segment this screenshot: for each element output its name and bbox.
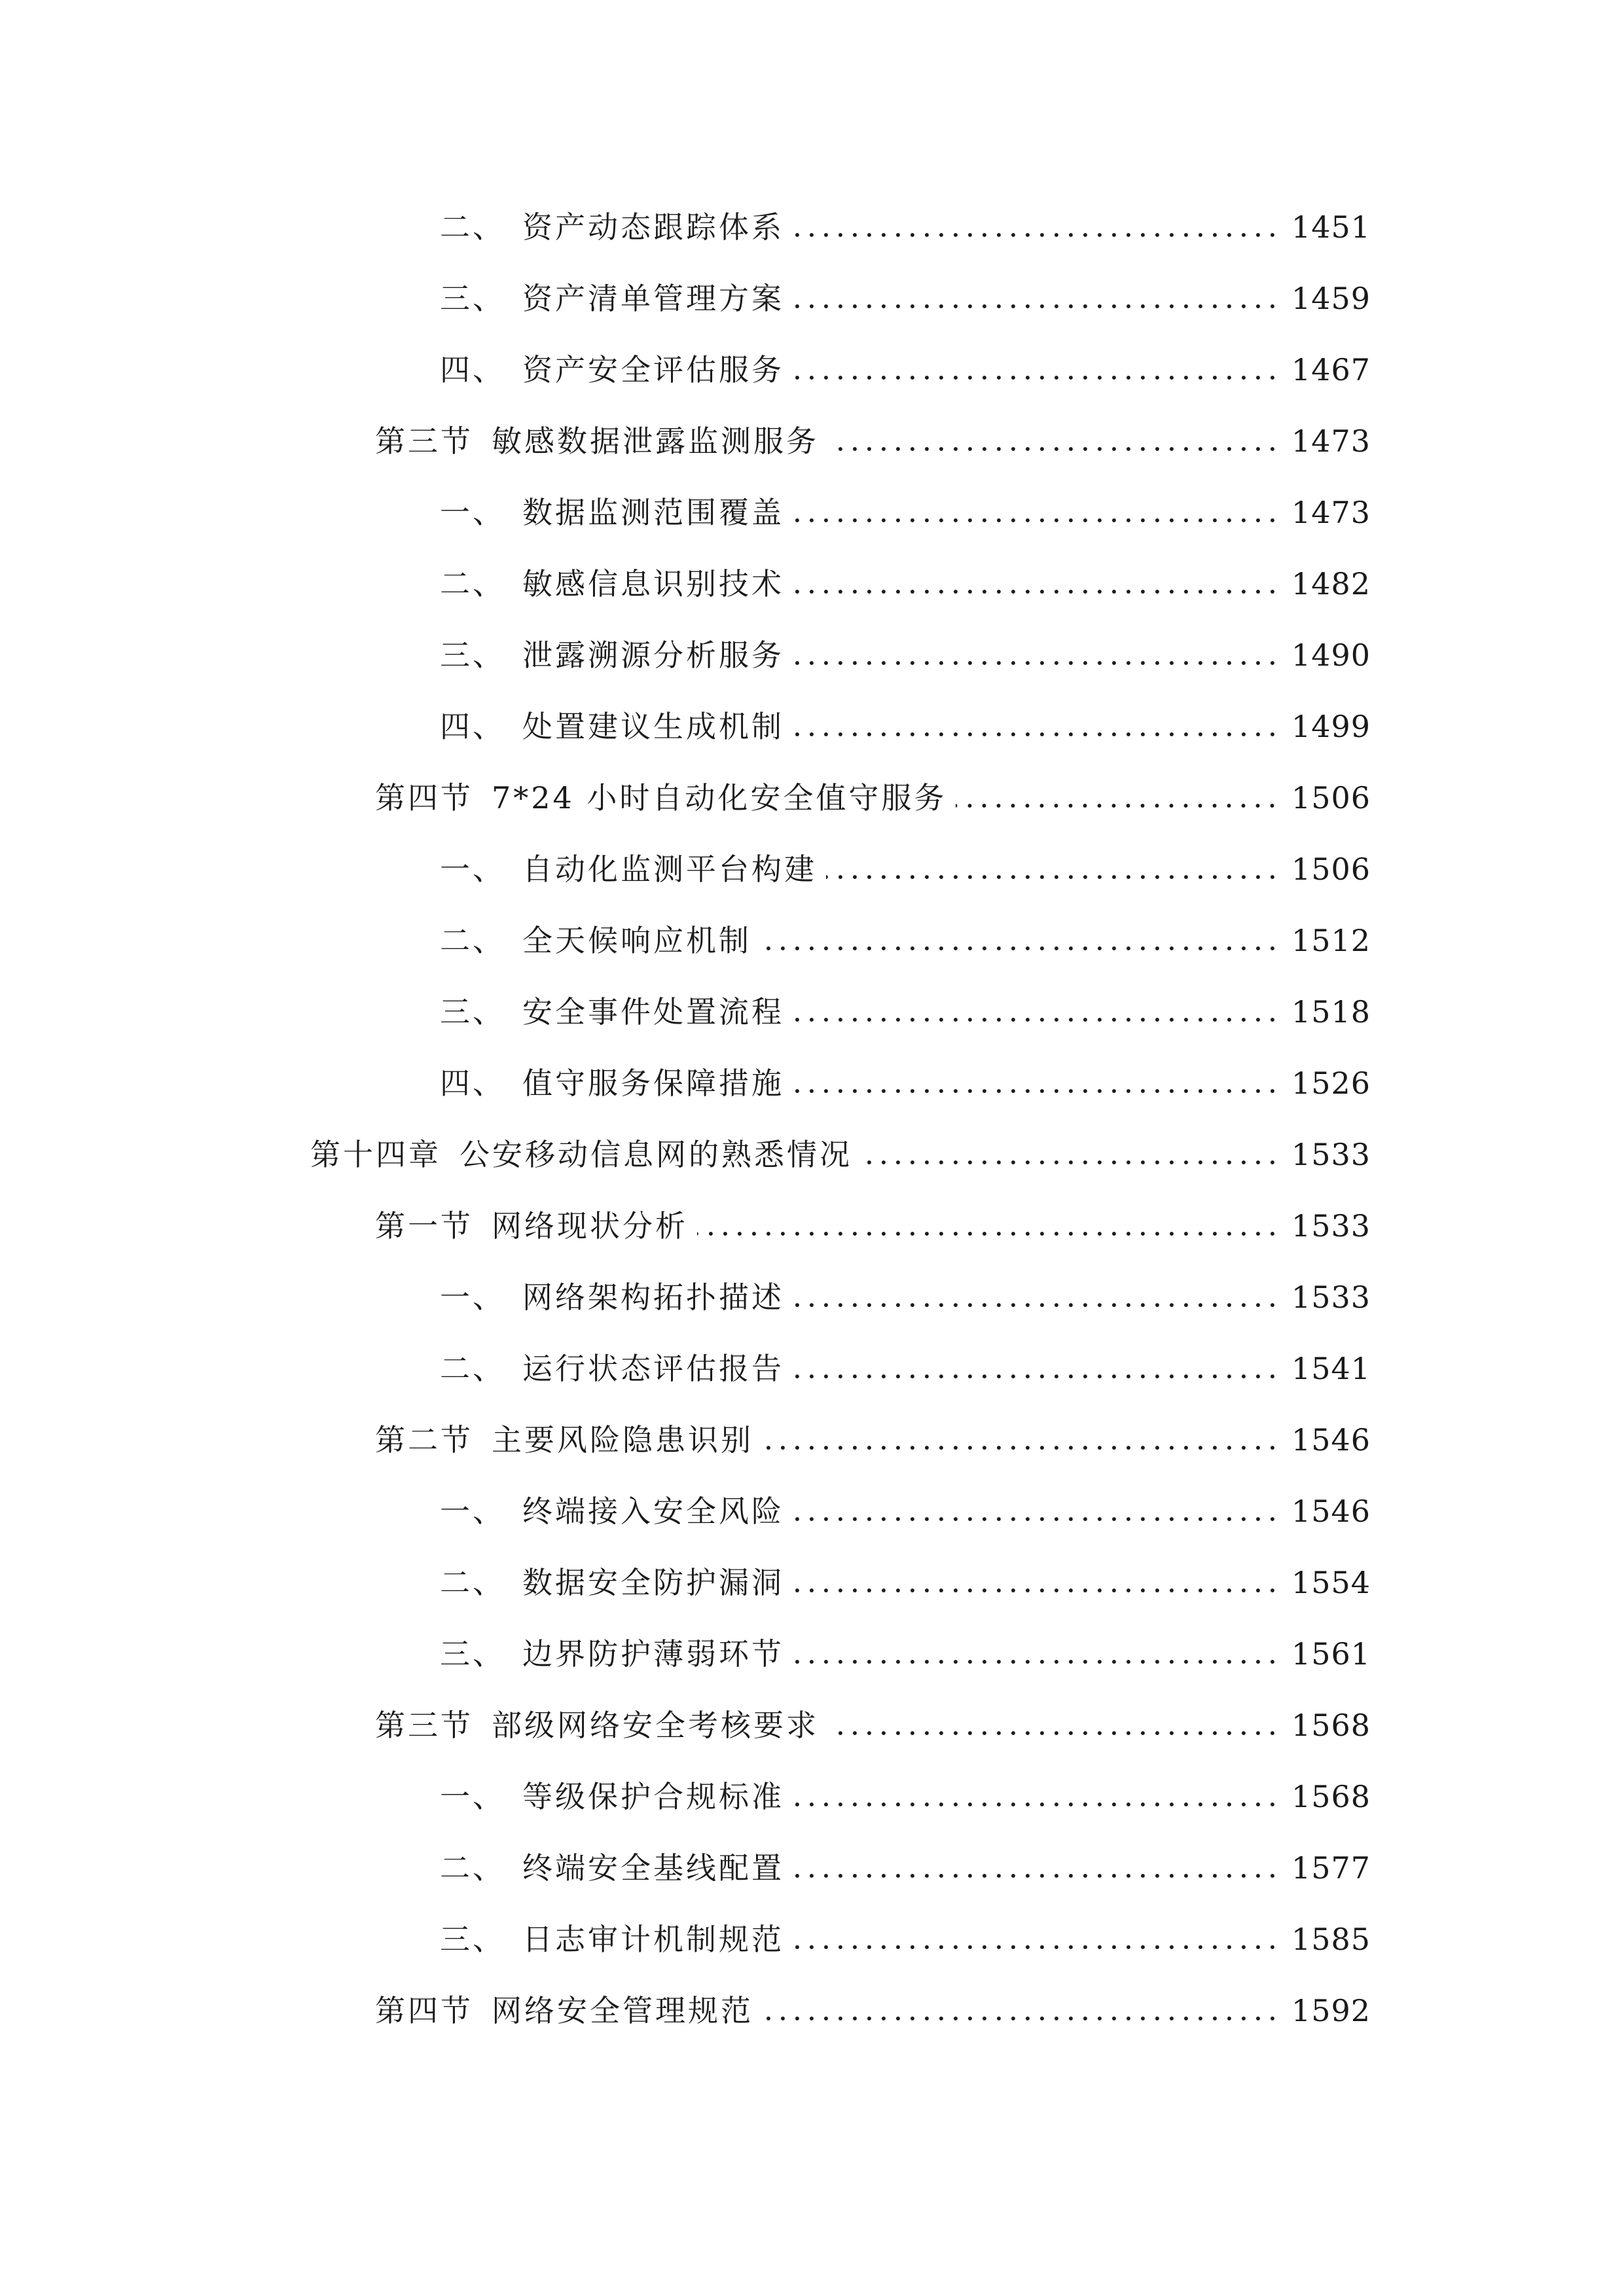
toc-entry[interactable] xyxy=(440,975,1371,1030)
toc-entry-number: 一、 xyxy=(440,495,505,530)
toc-entry-page: 1568 xyxy=(1291,1779,1371,1814)
toc-entry[interactable] xyxy=(440,1545,1371,1598)
toc-entry-number: 一、 xyxy=(440,1280,505,1315)
toc-entry-page: 1554 xyxy=(1291,1565,1371,1600)
toc-entry[interactable] xyxy=(375,1189,1371,1244)
dot-leader xyxy=(793,232,1280,238)
toc-entry-page: 1592 xyxy=(1291,1993,1371,2028)
toc-entry-page: 1568 xyxy=(1291,1708,1371,1743)
toc-entry-number: 第二节 xyxy=(375,1422,473,1458)
toc-entry-page: 1518 xyxy=(1291,994,1371,1030)
dot-leader xyxy=(956,802,1280,809)
dot-leader xyxy=(761,945,1280,952)
toc-entry-number: 二、 xyxy=(440,209,505,245)
toc-entry-number: 二、 xyxy=(440,566,505,601)
toc-entry-page: 1467 xyxy=(1291,352,1371,387)
toc-entry-page: 1490 xyxy=(1291,637,1371,673)
dot-leader xyxy=(793,731,1280,738)
dot-leader xyxy=(826,874,1280,880)
toc-entry[interactable] xyxy=(440,618,1371,673)
toc-entry-number: 第三节 xyxy=(375,1708,473,1743)
toc-entry-title: 全天候响应机制 xyxy=(522,923,751,958)
toc-entry-title: 数据监测范围覆盖 xyxy=(522,495,784,530)
toc-entry-number: 二、 xyxy=(440,1850,505,1886)
dot-leader xyxy=(793,660,1280,666)
toc-entry-title: 处置建议生成机制 xyxy=(522,709,784,744)
toc-entry-number: 四、 xyxy=(440,709,505,744)
toc-entry-page: 1541 xyxy=(1291,1351,1371,1386)
toc-entry-page: 1533 xyxy=(1291,1137,1371,1172)
toc-entry[interactable] xyxy=(440,475,1371,528)
dot-leader xyxy=(861,1159,1280,1166)
toc-entry[interactable] xyxy=(440,261,1371,314)
toc-entry-number: 第四节 xyxy=(375,1993,473,2028)
toc-entry-page: 1533 xyxy=(1291,1280,1371,1315)
toc-entry-title: 网络架构拓扑描述 xyxy=(522,1280,784,1315)
toc-entry-page: 1533 xyxy=(1291,1208,1371,1244)
toc-entry-number: 三、 xyxy=(440,1922,505,1957)
toc-entry-page: 1546 xyxy=(1291,1422,1371,1458)
toc-entry-title: 数据安全防护漏洞 xyxy=(522,1565,784,1600)
dot-leader xyxy=(793,1373,1280,1380)
toc-entry-title: 资产安全评估服务 xyxy=(522,352,784,387)
toc-entry-number: 三、 xyxy=(440,1636,505,1672)
toc-entry[interactable] xyxy=(440,1331,1371,1384)
toc-entry-title: 公安移动信息网的熟悉情况 xyxy=(460,1137,852,1172)
dot-leader xyxy=(793,303,1280,310)
toc-entry[interactable] xyxy=(440,1474,1371,1529)
toc-entry-page: 1512 xyxy=(1291,923,1371,958)
toc-entry-page: 1546 xyxy=(1291,1494,1371,1529)
toc-entry-title: 运行状态评估报告 xyxy=(522,1351,784,1386)
toc-entry-title: 等级保护合规标准 xyxy=(522,1779,784,1814)
toc-entry-title: 泄露溯源分析服务 xyxy=(522,637,784,673)
toc-entry-title: 网络安全管理规范 xyxy=(492,1993,753,2028)
toc-entry-number: 第四节 xyxy=(375,780,473,816)
toc-entry[interactable] xyxy=(310,1117,1371,1170)
dot-leader xyxy=(793,1016,1280,1023)
toc-entry-title: 网络现状分析 xyxy=(492,1208,688,1244)
toc-entry-title: 敏感信息识别技术 xyxy=(522,566,784,601)
toc-entry-page: 1482 xyxy=(1291,566,1371,601)
toc-entry[interactable] xyxy=(375,1688,1371,1743)
toc-entry-number: 第一节 xyxy=(375,1208,473,1244)
toc-entry-title: 敏感数据泄露监测服务 xyxy=(492,423,819,459)
toc-entry-title: 部级网络安全考核要求 xyxy=(492,1708,819,1743)
dot-leader xyxy=(793,1801,1280,1808)
dot-leader xyxy=(828,1730,1280,1736)
toc-entry-number: 第十四章 xyxy=(310,1137,441,1172)
dot-leader xyxy=(793,1516,1280,1522)
dot-leader xyxy=(793,374,1280,381)
toc-entry-page: 1459 xyxy=(1291,281,1371,316)
toc-entry[interactable] xyxy=(440,332,1371,385)
toc-entry-page: 1506 xyxy=(1291,780,1371,816)
dot-leader xyxy=(793,1302,1280,1308)
toc-entry-number: 三、 xyxy=(440,281,505,316)
toc-entry-title: 终端安全基线配置 xyxy=(522,1850,784,1886)
toc-entry-title: 自动化监测平台构建 xyxy=(522,852,817,887)
dot-leader xyxy=(793,1659,1280,1665)
toc-entry-title: 终端接入安全风险 xyxy=(522,1494,784,1529)
toc-entry[interactable] xyxy=(440,1260,1371,1315)
toc-entry[interactable] xyxy=(375,1403,1371,1458)
toc-entry-page: 1499 xyxy=(1291,709,1371,744)
toc-entry[interactable] xyxy=(440,1759,1371,1812)
toc-entry-title: 边界防护薄弱环节 xyxy=(522,1636,784,1672)
toc-entry-title: 值守服务保障措施 xyxy=(522,1066,784,1101)
toc-entry-number: 四、 xyxy=(440,1066,505,1101)
toc-entry-page: 1585 xyxy=(1291,1922,1371,1957)
dot-leader xyxy=(793,1873,1280,1879)
toc-entry-title: 日志审计机制规范 xyxy=(522,1922,784,1957)
toc-entry-page: 1526 xyxy=(1291,1066,1371,1101)
toc-entry[interactable] xyxy=(375,1973,1371,2026)
toc-entry-page: 1577 xyxy=(1291,1850,1371,1886)
toc-entry[interactable] xyxy=(375,761,1371,816)
dot-leader xyxy=(793,517,1280,524)
toc-entry-title: 安全事件处置流程 xyxy=(522,994,784,1030)
toc-entry-page: 1561 xyxy=(1291,1636,1371,1672)
dot-leader xyxy=(828,446,1280,452)
dot-leader xyxy=(697,1230,1280,1237)
dot-leader xyxy=(793,588,1280,595)
toc-entry-title: 资产清单管理方案 xyxy=(522,281,784,316)
dot-leader xyxy=(793,1944,1280,1950)
toc-entry-number: 一、 xyxy=(440,1494,505,1529)
toc-entry-number: 四、 xyxy=(440,352,505,387)
toc-entry-title: 资产动态跟踪体系 xyxy=(522,209,784,245)
toc-entry-number: 二、 xyxy=(440,1351,505,1386)
toc-entry-page: 1473 xyxy=(1291,495,1371,530)
toc-entry[interactable] xyxy=(440,1617,1371,1672)
toc-entry-number: 第三节 xyxy=(375,423,473,459)
toc-entry-page: 1451 xyxy=(1291,209,1371,245)
toc-entry-number: 三、 xyxy=(440,994,505,1030)
toc-entry[interactable] xyxy=(440,1046,1371,1101)
toc-entry[interactable] xyxy=(440,903,1371,956)
toc-entry-page: 1473 xyxy=(1291,423,1371,459)
toc-entry-number: 一、 xyxy=(440,852,505,887)
toc-entry[interactable] xyxy=(440,190,1371,245)
toc-entry[interactable] xyxy=(440,832,1371,887)
toc-entry-number: 三、 xyxy=(440,637,505,673)
toc-entry[interactable] xyxy=(440,1902,1371,1957)
dot-leader xyxy=(793,1088,1280,1094)
dot-leader xyxy=(763,1444,1280,1451)
dot-leader xyxy=(763,2015,1280,2022)
toc-entry-number: 一、 xyxy=(440,1779,505,1814)
toc-entry-number: 二、 xyxy=(440,1565,505,1600)
toc-entry-page: 1506 xyxy=(1291,852,1371,887)
dot-leader xyxy=(793,1587,1280,1594)
toc-entry-title: 7*24 小时自动化安全值守服务 xyxy=(492,780,947,816)
toc-entry[interactable] xyxy=(440,689,1371,742)
toc-entry-title: 主要风险隐患识别 xyxy=(492,1422,753,1458)
toc-entry[interactable] xyxy=(375,404,1371,459)
toc-entry[interactable] xyxy=(440,547,1371,599)
toc-entry[interactable] xyxy=(440,1831,1371,1886)
toc-entry-number: 二、 xyxy=(440,923,505,958)
